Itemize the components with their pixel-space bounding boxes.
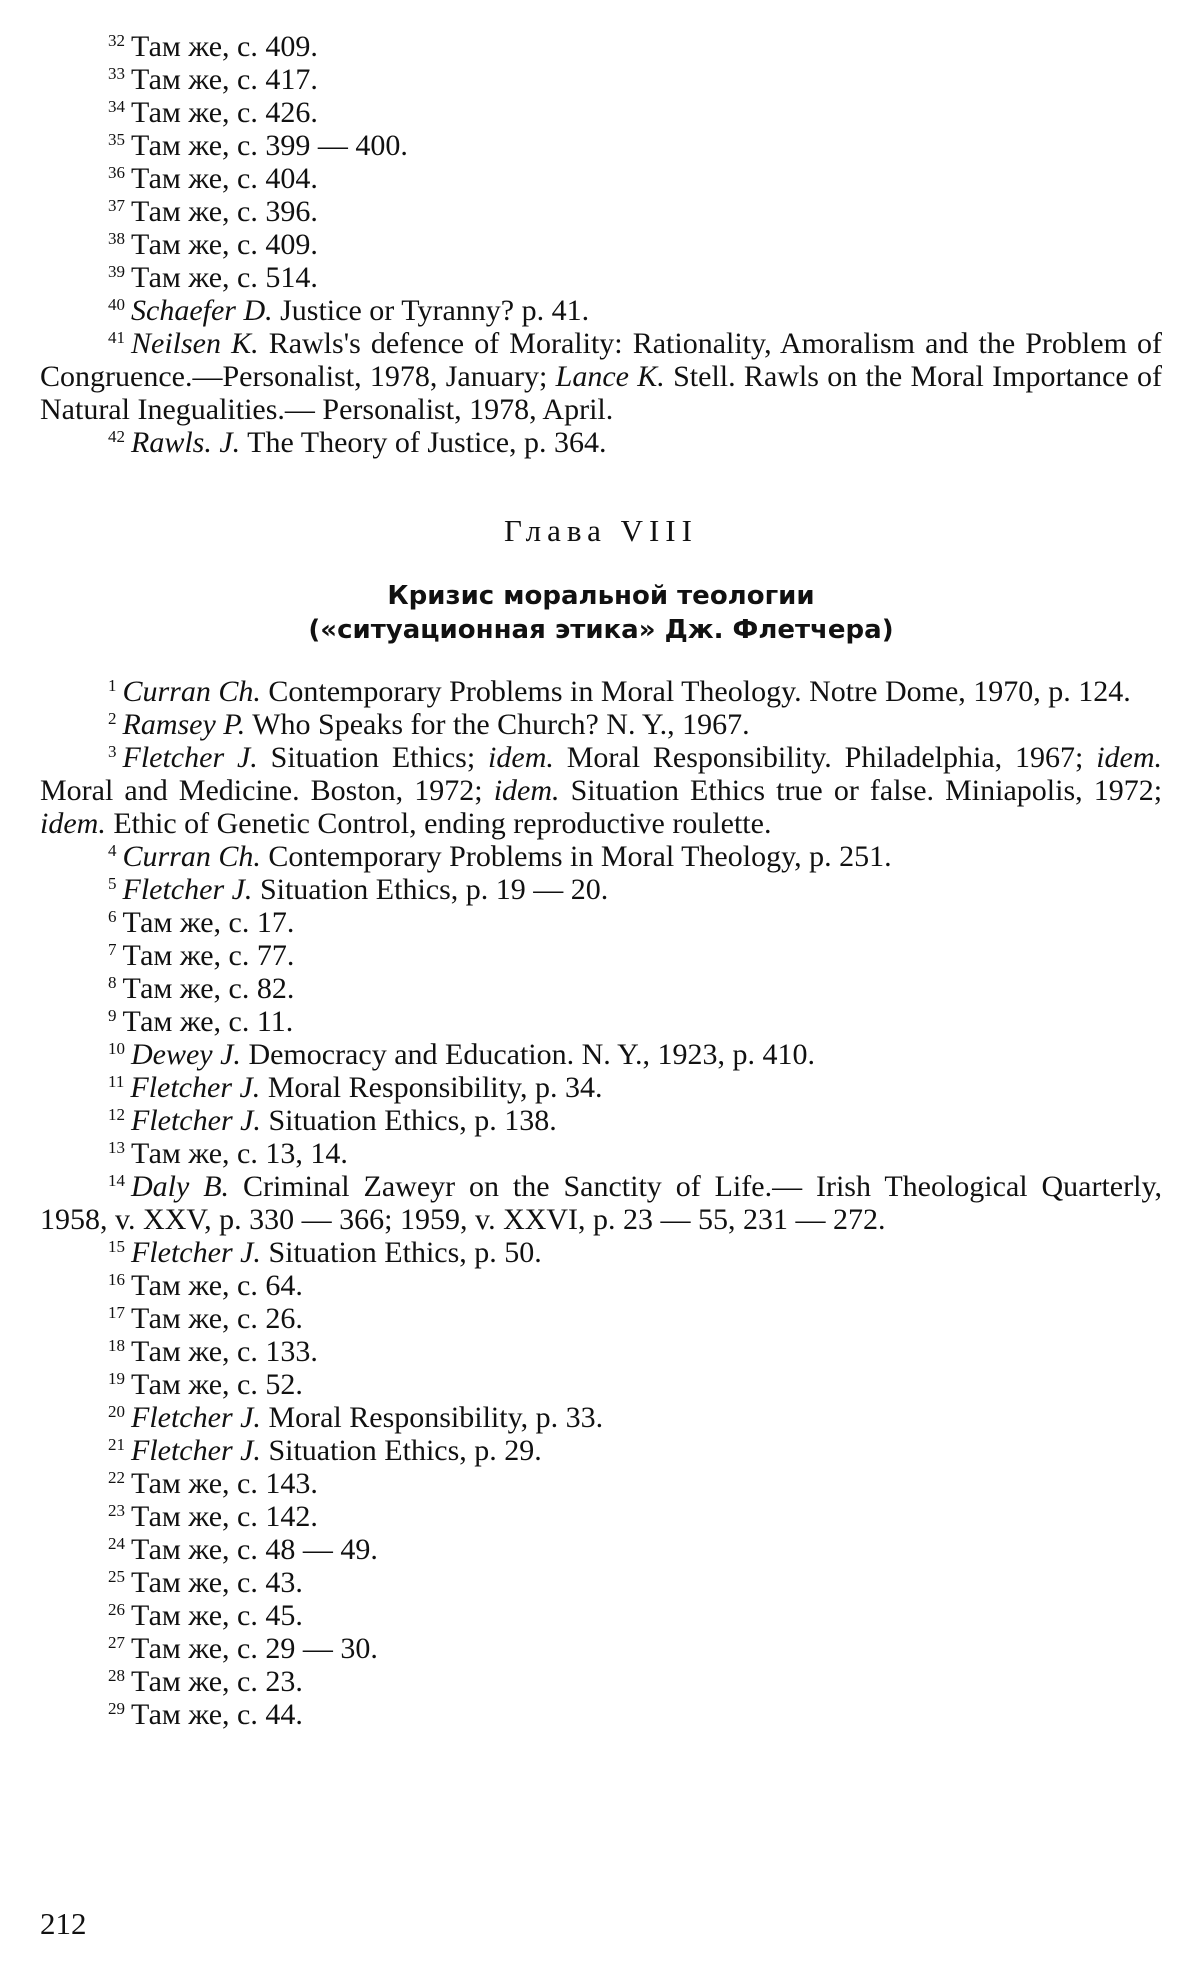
footnote: $^{19}$ Там же, с. 52. [108, 1368, 303, 1401]
footnote: $^{32}$ Там же, с. 409. [108, 30, 318, 63]
footnote: $^2$ Ramsey P. Who Speaks for the Church? N. Y., 1967. [108, 708, 750, 741]
footnote-author: Fletcher J. [122, 873, 253, 906]
footnote: $^{39}$ Там же, с. 514. [108, 261, 318, 294]
footnote-author: Fletcher J. [130, 1071, 261, 1104]
footnote-author: Fletcher J. [131, 1401, 261, 1434]
footnote: $^{38}$ Там же, с. 409. [108, 228, 318, 261]
footnote: $^5$ Fletcher J. Situation Ethics, p. 19 — 20. [108, 873, 609, 906]
footnote: $^{20}$ Fletcher J. Moral Responsibility, p. 33. [108, 1401, 604, 1434]
footnote: $^{16}$ Там же, с. 64. [108, 1269, 303, 1302]
page-content [40, 30, 1162, 1731]
footnote: $^{23}$ Там же, с. 142. [108, 1500, 318, 1533]
footnote: $^{11}$ Fletcher J. Moral Responsibility, p. 34. [108, 1071, 603, 1104]
footnote: $^{22}$ Там же, с. 143. [108, 1467, 318, 1500]
footnote-author: Daly B. [131, 1170, 230, 1203]
footnote-author: Curran Ch. [122, 840, 261, 873]
footnote: $^{24}$ Там же, с. 48 — 49. [108, 1533, 378, 1566]
footnote: $^{17}$ Там же, с. 26. [108, 1302, 303, 1335]
footnote: $^6$ Там же, с. 17. [108, 906, 295, 939]
footnote: $^{36}$ Там же, с. 404. [108, 162, 318, 195]
page-number: 212 [40, 1906, 87, 1941]
footnote: $^{34}$ Там же, с. 426. [108, 96, 318, 129]
chapter-subtitle: Кризис моральной теологии («ситуационная этика» Дж. Флетчера) [308, 581, 894, 645]
footnote: $^{15}$ Fletcher J. Situation Ethics, p. 50. [108, 1236, 542, 1269]
footnote: $^{41}$ Neilsen K. Rawls's defence of Morality: Rationality, Amoralism and the Problem of Congruence.—Personalist, 1978, January; Lance K. Stell. Rawls on the Moral Importance of Natural Inegualities.— Personalist, 1978, April. [40, 327, 1163, 426]
notes-top [40, 30, 1162, 459]
footnote: $^{26}$ Там же, с. 45. [108, 1599, 303, 1632]
footnote-author: Fletcher J. [122, 741, 258, 774]
footnote: $^4$ Curran Ch. Contemporary Problems in Moral Theology, p. 251. [108, 840, 892, 873]
footnote-author: Fletcher J. [131, 1104, 261, 1137]
footnote: $^9$ Там же, с. 11. [108, 1005, 294, 1038]
footnote: $^{13}$ Там же, с. 13, 14. [108, 1137, 348, 1170]
footnote-author: Fletcher J. [131, 1434, 261, 1467]
footnote: $^8$ Там же, с. 82. [108, 972, 295, 1005]
footnote: $^{40}$ Schaefer D. Justice or Tyranny? p. 41. [108, 294, 590, 327]
footnote-author: Curran Ch. [122, 675, 261, 708]
footnote: $^{12}$ Fletcher J. Situation Ethics, p. 138. [108, 1104, 557, 1137]
footnote: $^{27}$ Там же, с. 29 — 30. [108, 1632, 378, 1665]
footnote: $^{42}$ Rawls. J. The Theory of Justice, p. 364. [108, 426, 607, 459]
footnote-author: Schaefer D. [131, 294, 273, 327]
footnote: $^7$ Там же, с. 77. [108, 939, 295, 972]
footnote-author: Dewey J. [131, 1038, 241, 1071]
footnote: $^{35}$ Там же, с. 399 — 400. [108, 129, 408, 162]
footnote: $^{29}$ Там же, с. 44. [108, 1698, 303, 1731]
footnote: $^{25}$ Там же, с. 43. [108, 1566, 303, 1599]
footnote-author: Neilsen K. [131, 327, 259, 360]
footnote: $^{21}$ Fletcher J. Situation Ethics, p. 29. [108, 1434, 542, 1467]
footnote: $^{14}$ Daly B. Criminal Zaweyr on the Sanctity of Life.— Irish Theological Quarterly, 1958, v. XXV, p. 330 — 366; 1959, v. XXVI, p. 23 — 55, 231 — 272. [40, 1170, 1162, 1236]
footnote-author: Fletcher J. [131, 1236, 261, 1269]
footnote: $^{28}$ Там же, с. 23. [108, 1665, 303, 1698]
footnote-author: Rawls. J. [131, 426, 241, 459]
footnote-author: Ramsey P. [122, 708, 246, 741]
footnote: $^{10}$ Dewey J. Democracy and Education. N. Y., 1923, p. 410. [108, 1038, 815, 1071]
footnote: $^1$ Curran Ch. Contemporary Problems in Moral Theology. Notre Dome, 1970, p. 124. [108, 675, 1131, 708]
chapter-title: Глава VIII [504, 513, 698, 548]
footnote: $^{37}$ Там же, с. 396. [108, 195, 318, 228]
notes-chapter [40, 675, 1162, 1731]
footnote: $^{33}$ Там же, с. 417. [108, 63, 318, 96]
footnote: $^{18}$ Там же, с. 133. [108, 1335, 318, 1368]
footnote-author: Lance K. [555, 360, 665, 393]
footnote: $^3$ Fletcher J. Situation Ethics; idem. Moral Responsibility. Philadelphia, 1967; idem. Moral and Medicine. Boston, 1972; idem. Situation Ethics true or false. Miniapolis, 1972; idem. Ethic of Genetic Control, ending reproductive roulette. [40, 741, 1163, 840]
